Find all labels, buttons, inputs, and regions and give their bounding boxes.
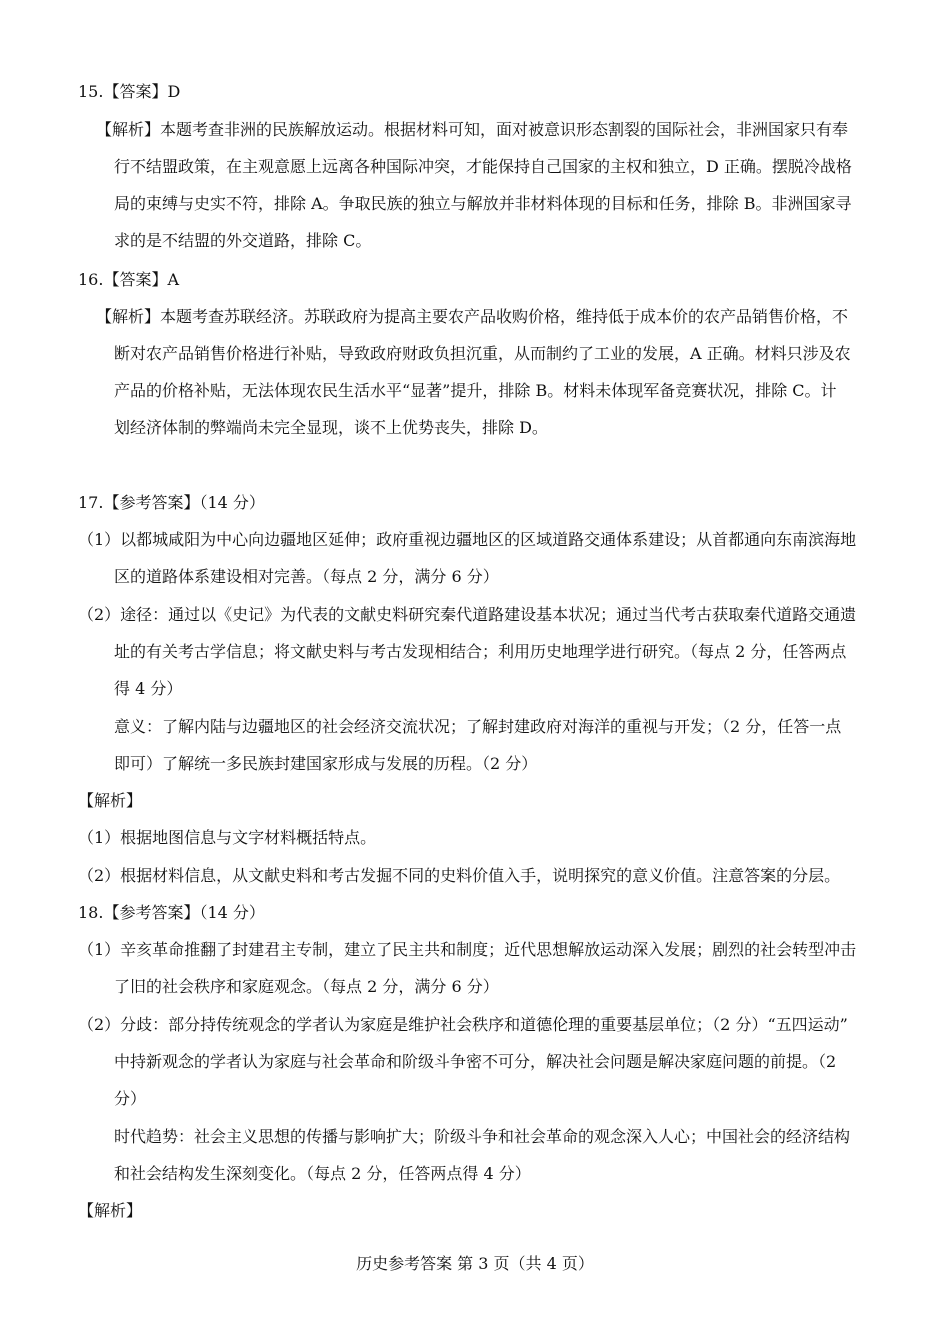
q18-answer-line: 中持新观念的学者认为家庭与社会革命和阶级斗争密不可分，解决社会问题是解决家庭问题的前提。（2 xyxy=(114,1052,837,1071)
q17-header: 17.【参考答案】（14 分） xyxy=(78,493,265,512)
q17-answer-line: （1）以都城咸阳为中心向边疆地区延伸；政府重视边疆地区的区域道路交通体系建设；从首都通向东南滨海地 xyxy=(78,530,857,549)
q17-answer-line: 址的有关考古学信息；将文献史料与考古发现相结合；利用历史地理学进行研究。（每点 2 分，任答两点 xyxy=(114,642,847,661)
q17-answer-line: 区的道路体系建设相对完善。（每点 2 分，满分 6 分） xyxy=(114,567,499,586)
q18-answer-line: 和社会结构发生深刻变化。（每点 2 分，任答两点得 4 分） xyxy=(114,1164,531,1183)
q15-analysis-line: 【解析】本题考查非洲的民族解放运动。根据材料可知，面对被意识形态割裂的国际社会，非洲国家只有奉 xyxy=(96,120,849,139)
q18-analysis-label: 【解析】 xyxy=(78,1201,143,1220)
q17-analysis-line: （1）根据地图信息与文字材料概括特点。 xyxy=(78,828,377,847)
q17-analysis-line: （2）根据材料信息，从文献史料和考古发掘不同的史料价值入手，说明探究的意义价值。注意答案的分层。 xyxy=(78,866,841,885)
q15-analysis-line: 求的是不结盟的外交道路，排除 C。 xyxy=(114,231,372,250)
q18-answer-line: （1）辛亥革命推翻了封建君主专制，建立了民主共和制度；近代思想解放运动深入发展；剧烈的社会转型冲击 xyxy=(78,940,857,959)
q18-answer-line: （2）分歧：部分持传统观念的学者认为家庭是维护社会秩序和道德伦理的重要基层单位；（2 分）“五四运动” xyxy=(78,1015,848,1034)
q15-answer: 15.【答案】D xyxy=(78,82,181,101)
q17-answer-line: 意义：了解内陆与边疆地区的社会经济交流状况；了解封建政府对海洋的重视与开发；（2 分，任答一点 xyxy=(114,717,842,736)
q18-header: 18.【参考答案】（14 分） xyxy=(78,903,265,922)
q16-analysis-line: 产品的价格补贴，无法体现农民生活水平“显著”提升，排除 B。材料未体现军备竞赛状况，排除 C。计 xyxy=(114,381,837,400)
q16-analysis-line: 划经济体制的弊端尚未完全显现，谈不上优势丧失，排除 D。 xyxy=(114,418,548,437)
q18-answer-line: 时代趋势：社会主义思想的传播与影响扩大；阶级斗争和社会革命的观念深入人心；中国社会的经济结构 xyxy=(114,1127,851,1146)
q17-answer-line: 得 4 分） xyxy=(114,679,183,698)
q16-analysis-line: 断对农产品销售价格进行补贴，导致政府财政负担沉重，从而制约了工业的发展，A 正确。材料只涉及农 xyxy=(114,344,851,363)
q16-analysis-line: 【解析】本题考查苏联经济。苏联政府为提高主要农产品收购价格，维持低于成本价的农产品销售价格，不 xyxy=(96,307,849,326)
q17-answer-line: 即可）了解统一多民族封建国家形成与发展的历程。（2 分） xyxy=(114,754,538,773)
page-footer: 历史参考答案 第 3 页（共 4 页） xyxy=(356,1254,594,1273)
q17-analysis-label: 【解析】 xyxy=(78,791,143,810)
q17-answer-line: （2）途径：通过以《史记》为代表的文献史料研究秦代道路建设基本状况；通过当代考古获取秦代道路交通遗 xyxy=(78,605,857,624)
q18-answer-line: 了旧的社会秩序和家庭观念。（每点 2 分，满分 6 分） xyxy=(114,977,499,996)
q15-analysis-line: 局的束缚与史实不符，排除 A。争取民族的独立与解放并非材料体现的目标和任务，排除 B。非洲国家寻 xyxy=(114,194,852,213)
q15-analysis-line: 行不结盟政策，在主观意愿上远离各种国际冲突，才能保持自己国家的主权和独立，D 正确。摆脱冷战格 xyxy=(114,157,852,176)
q18-answer-line: 分） xyxy=(114,1089,147,1108)
q16-answer: 16.【答案】A xyxy=(78,270,180,289)
